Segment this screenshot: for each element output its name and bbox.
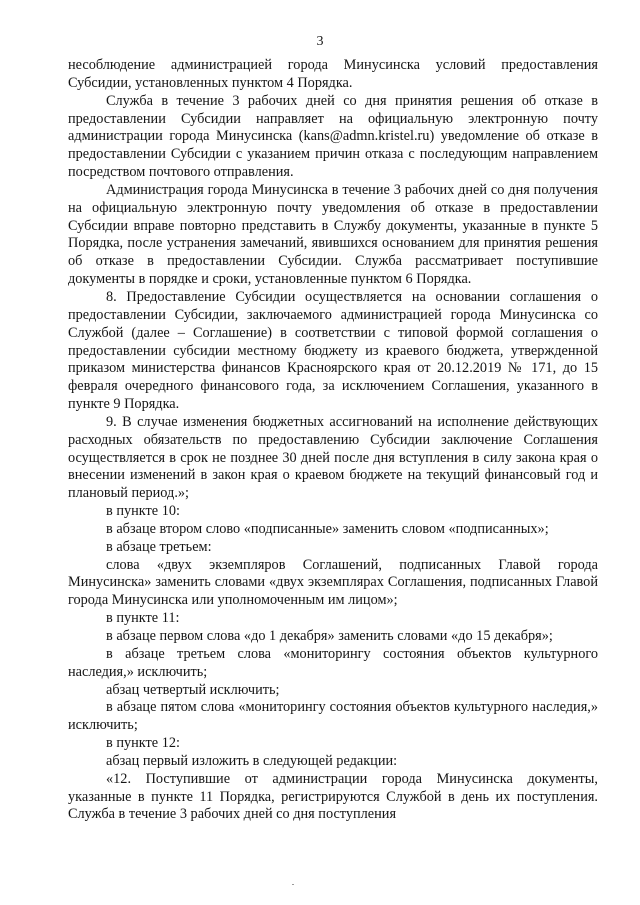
page-number: 3 (316, 34, 324, 49)
paragraph: в абзаце втором слово «подписанные» заменить словом «подписанных»; (106, 520, 549, 537)
paragraph: в пункте 11: (106, 610, 180, 627)
document-body (68, 57, 598, 824)
paragraph: слова «двух экземпляров Соглашений, подписанных Главой города Минусинска» заменить словами «двух экземплярах Соглашения, подписанных Главой города Минусинска или уполномоченным им лицом»; (68, 556, 598, 609)
paragraph: 8. Предоставление Субсидии осуществляется на основании соглашения о предоставлении Субсидии, заключаемого администрацией города Минусинска со Службой (далее – Соглашение) в соответствии с типовой формой соглашения о предоставлении субсидии местному бюджету из краевого бюджета, утвержденной приказом министерства финансов Красноярского края от 20.12.2019 № 171, до 15 февраля очередного финансового года, за исключением Соглашения, указанного в пункте 9 Порядка. (68, 288, 598, 413)
paragraph: абзац первый изложить в следующей редакции: (106, 752, 398, 769)
paragraph: несоблюдение администрацией города Минусинска условий предоставления Субсидии, установленных пунктом 4 Порядка. (68, 57, 598, 91)
paragraph: в абзаце первом слова «до 1 декабря» заменить словами «до 15 декабря»; (106, 628, 553, 644)
paragraph: абзац четвертый исключить; (106, 681, 280, 698)
paragraph: в пункте 10: (106, 503, 180, 520)
paragraph: 9. В случае изменения бюджетных ассигнований на исполнение действующих расходных обязательств по предоставлению Субсидии заключение Соглашения осуществляется в срок не позднее 30 дней после дня вступления в силу закона края о внесении изменений в закон края о краевом бюджете на текущий финансовый год и плановый период.»; (68, 413, 598, 502)
paragraph: Администрация города Минусинска в течение 3 рабочих дней со дня получения на официальную электронную почту уведомления об отказе в предоставлении Субсидии вправе повторно представить в Службу документы, указанные в пункте 5 Порядка, после устранения замечаний, явившихся основанием для принятия решения об отказе в предоставлении Субсидии. Служба рассматривает поступившие документы в порядке и сроки, установленные пунктом 6 Порядка. (68, 181, 598, 288)
paragraph: в абзаце третьем слова «мониторингу состояния объектов культурного наследия,» исключить; (68, 645, 598, 680)
paragraph: в абзаце пятом слова «мониторингу состояния объектов культурного наследия,» исключить; (68, 699, 598, 734)
paragraph: «12. Поступившие от администрации города Минусинска документы, указанные в пункте 11 Порядка, регистрируются Службой в день их поступления. Служба в течение 3 рабочих дней со дня поступления (68, 770, 598, 823)
paragraph: в пункте 12: (106, 735, 180, 752)
paragraph: Служба в течение 3 рабочих дней со дня принятия решения об отказе в предоставлении Субсидии направляет на официальную электронную почту администрации города Минусинска (kans@admn.kristel.ru) уведомление об отказе в предоставлении Субсидии с указанием причин отказа с последующим направлением посредством почтового отправления. (68, 92, 598, 181)
paragraph: в абзаце третьем: (106, 538, 212, 555)
scan-speck (292, 884, 294, 885)
